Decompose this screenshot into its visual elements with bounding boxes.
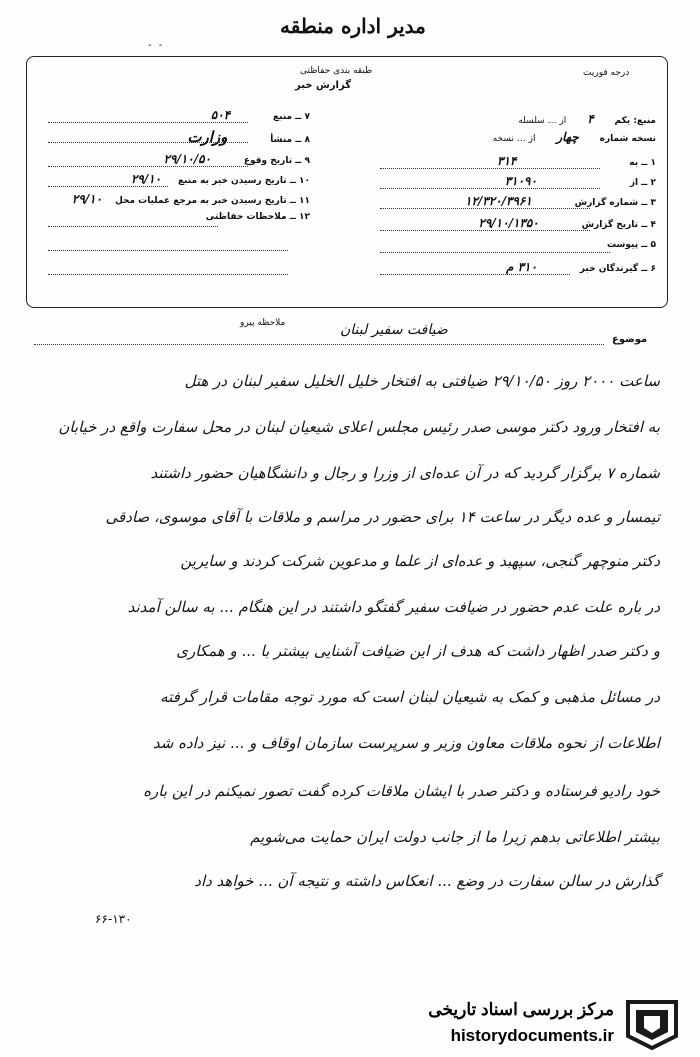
form-left-row: ۷ ــ منبع ۵۰۴ xyxy=(210,108,310,122)
watermark-url: historydocuments.ir xyxy=(450,1026,614,1045)
body-line: در مسائل مذهبی و کمک به شیعیان لبنان است که مورد توجه مقامات قرار گرفته xyxy=(160,688,660,706)
office-title: مدیر اداره منطقه xyxy=(280,14,426,38)
body-line: شماره ۷ برگزار گردید که در آن عده‌ای از وزرا و رجال و دانشگاهیان حضور داشتند xyxy=(150,464,660,482)
body-line: در باره علت عدم حضور در ضیافت سفیر گفتگو داشتند در این هنگام ... به سالن آمدند xyxy=(127,598,660,616)
dotted-line xyxy=(380,208,590,209)
body-line: و دکتر صدر اظهار داشت که هدف از این ضیافت آشنایی بیشتر با ... و همکاری xyxy=(176,642,660,660)
form-right-row: ۲ ــ از ۳۱۰۹۰ xyxy=(504,174,656,188)
body-line: خود رادیو فرستاده و دکتر صدر با ایشان ملاقات کرده گفت تصور نمیکنم در این باره xyxy=(143,782,660,800)
dotted-line xyxy=(380,188,600,189)
body-line: بیشتر اطلاعاتی بدهم زیرا ما از جانب دولت ایران حمایت می‌شویم xyxy=(250,828,660,846)
form-right-row: ۵ ــ پیوست xyxy=(607,240,656,250)
body-line: به افتخار ورود دکتر موسی صدر رئیس مجلس اعلای شیعیان لبنان در محل سفارت واقع در خیابان xyxy=(58,418,660,436)
body-line: دکتر منوچهر گنجی، سپهبد و عده‌ای از علما و مدعوین شرکت کردند و سایرین xyxy=(180,552,660,570)
body-line: ساعت ۲۰۰۰ روز ۲۹/۱۰/۵۰ ضیافتی به افتخار خلیل الخلیل سفیر لبنان در هتل xyxy=(184,372,660,390)
dotted-line xyxy=(380,274,570,275)
classification-label: طبقه بندی حفاظتی xyxy=(300,66,373,76)
watermark-name: مرکز بررسی اسناد تاریخی xyxy=(428,1000,614,1019)
form-right-row: نسخه شماره چهار از … نسخه xyxy=(492,130,656,144)
dotted-line xyxy=(48,122,248,123)
subject-value: ضیافت سفیر لبنان xyxy=(340,322,448,338)
body-line: اطلاعات از نحوه ملاقات معاون وزیر و سرپرست سازمان اوقاف و ... نیز داده شد xyxy=(152,734,660,752)
archive-logo-icon xyxy=(622,996,682,1052)
dotted-line xyxy=(48,166,248,167)
dotted-line xyxy=(48,142,248,143)
form-left-row: ۱۰ ــ تاریخ رسیدن خبر به منبع ۲۹/۱۰ xyxy=(130,172,310,186)
dotted-line xyxy=(380,168,600,169)
body-line: تیمسار و عده دیگر در ساعت ۱۴ برای حضور در مراسم و ملاقات با آقای موسوی، صادقی xyxy=(105,508,660,526)
subject-label: موضوع xyxy=(612,334,648,345)
form-left-row: ۱۱ ــ تاریخ رسیدن خبر به مرجع عملیات محل ۲۹/۱۰ xyxy=(71,192,310,206)
dotted-line xyxy=(48,186,168,187)
dotted-line xyxy=(48,274,288,275)
reference-note: ملاحظه پیرو xyxy=(240,318,286,328)
dotted-line xyxy=(48,226,218,227)
priority-label: درجه فوریت xyxy=(583,68,630,78)
dotted-line xyxy=(380,252,610,253)
form-left-row: ۸ ــ منشأ وزارت xyxy=(187,128,310,146)
document-type: گزارش خبر xyxy=(295,80,352,91)
form-right-row: ۳ ــ شماره گزارش ۱۲/۳۲۰/۳۹۶۱ xyxy=(465,194,656,208)
form-left-row: ۹ ــ تاریخ وقوع ۲۹/۱۰/۵۰ xyxy=(163,152,310,166)
form-right-row: ۱ ــ به ۳۱۴ xyxy=(497,154,656,168)
subject-line xyxy=(34,344,604,345)
dotted-line xyxy=(380,230,590,231)
form-right-row: ۴ ــ تاریخ گزارش ۲۹/۱۰/۱۳۵۰ xyxy=(478,216,656,230)
dotted-line xyxy=(48,250,288,251)
header-dashes: - - xyxy=(148,40,165,51)
body-line: گذارش در سالن سفارت در وضع ... انعکاس داشته و نتیجه آن ... خواهد داد xyxy=(194,872,660,890)
form-right-row: ۶ ــ گیرندگان خبر ۳۱۰ م xyxy=(505,260,656,274)
page-number: ۶۶-۱۳۰ xyxy=(95,912,132,926)
form-right-row: منبع: یکم ۴ از … سلسله xyxy=(518,112,656,126)
form-left-row: ۱۲ ــ ملاحظات حفاظتی xyxy=(205,212,310,222)
